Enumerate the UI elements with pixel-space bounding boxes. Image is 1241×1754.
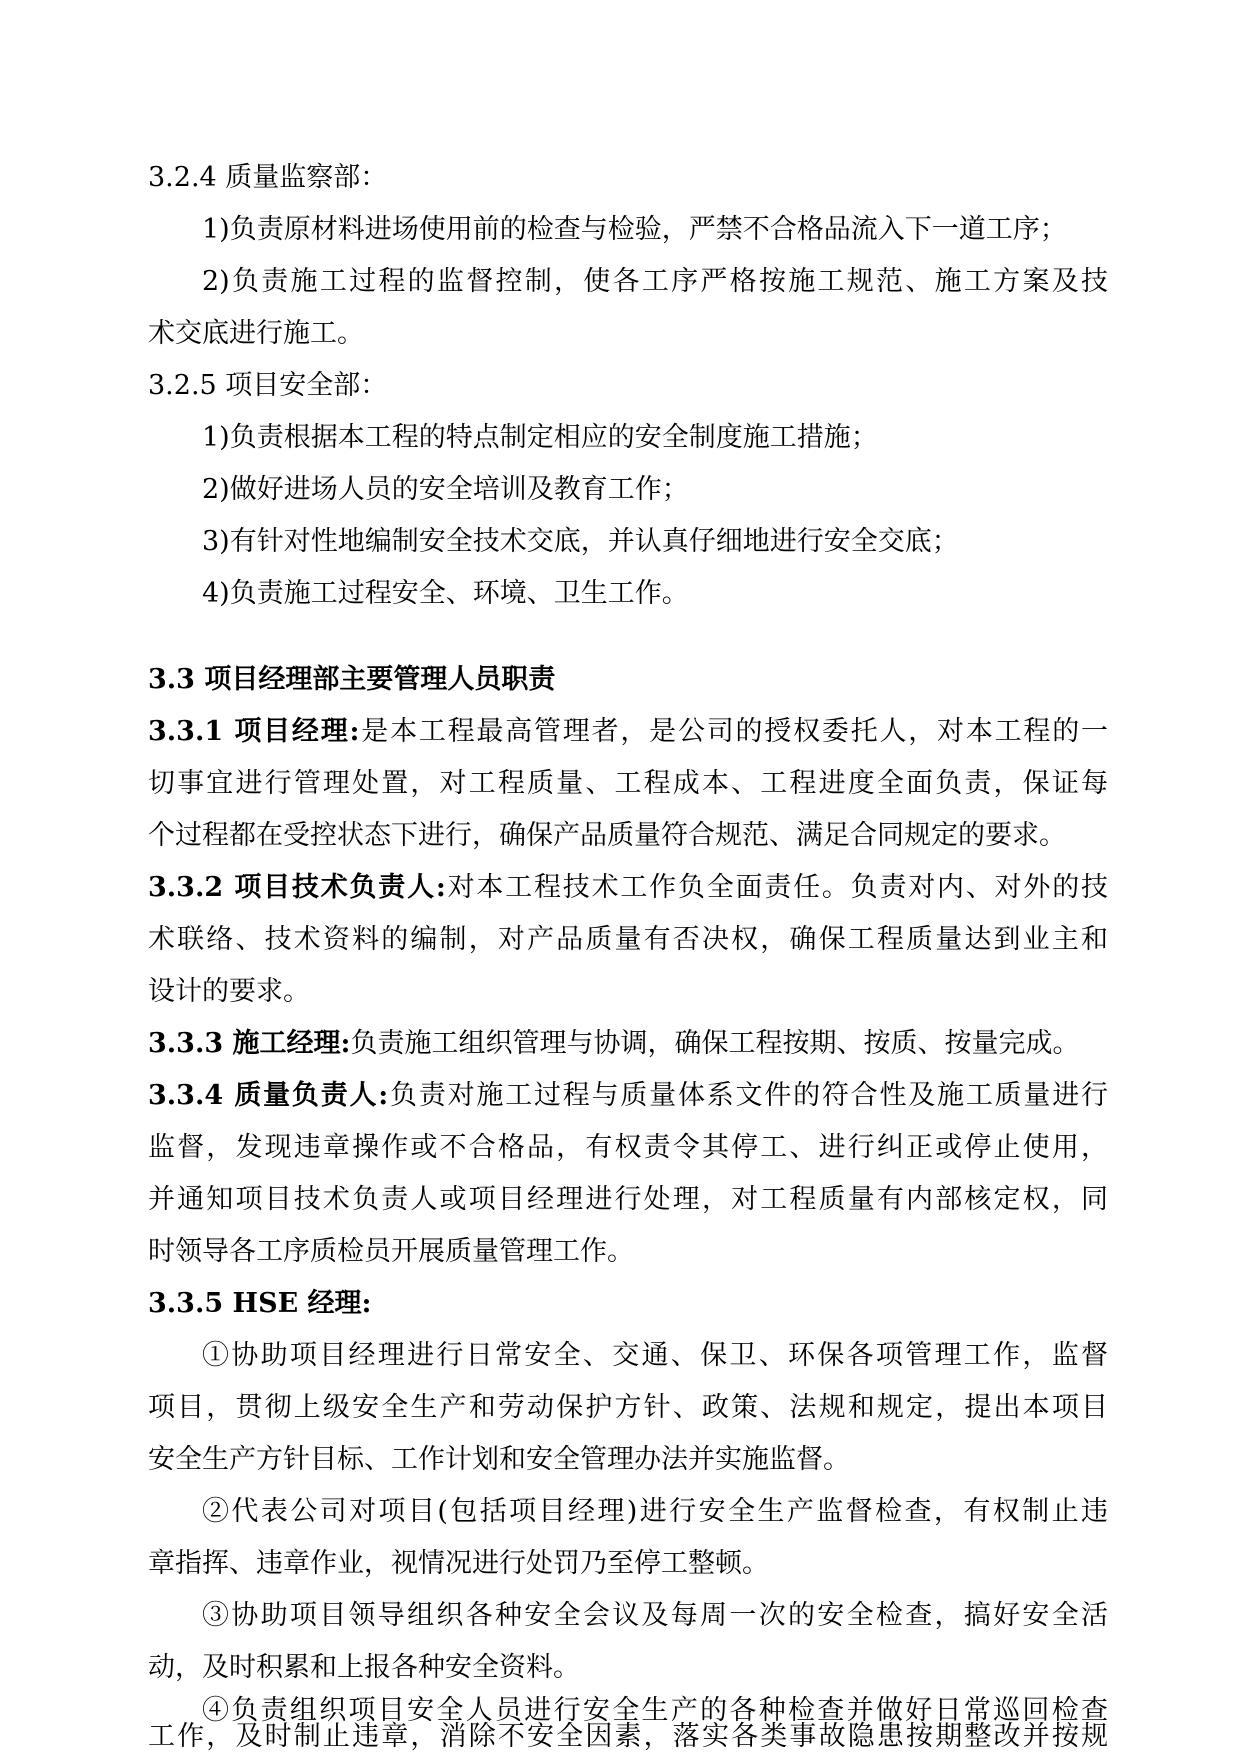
list-item: 4)负责施工过程安全、环境、卫生工作。 — [202, 578, 689, 609]
list-item-continuation: 章指挥、违章作业，视情况进行处罚乃至停工整顿。 — [148, 1548, 769, 1579]
list-item: ③协助项目领导组织各种安全会议及每周一次的安全检查，搞好安全活 — [202, 1600, 1108, 1631]
paragraph-text: 对本工程技术工作负全面责任。负责对内、对外的技 — [445, 872, 1108, 903]
list-item: 1)负责原材料进场使用前的检查与检验，严禁不合格品流入下一道工序； — [202, 214, 1067, 245]
list-item: 2)负责施工过程的监督控制，使各工序严格按施工规范、施工方案及技 — [202, 266, 1108, 297]
paragraph-3-3-4 — [148, 1076, 1108, 1116]
list-item-continuation: 项目，贯彻上级安全生产和劳动保护方针、政策、法规和规定，提出本项目 — [148, 1392, 1108, 1423]
paragraph-lead: 3.3.3 施工经理: — [148, 1028, 351, 1059]
list-item: ④负责组织项目安全人员进行安全生产的各种检查并做好日常巡回检查 — [202, 1695, 1108, 1726]
list-item: ②代表公司对项目(包括项目经理)进行安全生产监督检查，有权制止违 — [202, 1496, 1108, 1527]
paragraph-3-3-2 — [148, 868, 1108, 908]
list-item: 2)做好进场人员的安全培训及教育工作； — [202, 474, 689, 505]
paragraph-text: 负责对施工过程与质量体系文件的符合性及施工质量进行 — [388, 1080, 1108, 1111]
section-heading-3-3: 3.3 项目经理部主要管理人员职责 — [148, 664, 556, 695]
list-item-continuation: 动，及时积累和上报各种安全资料。 — [148, 1652, 580, 1683]
list-item-continuation: 安全生产方针目标、工作计划和安全管理办法并实施监督。 — [148, 1444, 850, 1475]
paragraph-line: 并通知项目技术负责人或项目经理进行处理，对工程质量有内部核定权，同 — [148, 1184, 1108, 1215]
section-heading-3-2-5: 3.2.5 项目安全部： — [148, 370, 388, 401]
section-heading-3-2-4: 3.2.4 质量监察部： — [148, 162, 388, 193]
paragraph-line: 个过程都在受控状态下进行，确保产品质量符合规范、满足合同规定的要求。 — [148, 820, 1066, 851]
list-item: ①协助项目经理进行日常安全、交通、保卫、环保各项管理工作，监督 — [202, 1340, 1108, 1371]
paragraph-line: 设计的要求。 — [148, 976, 310, 1007]
paragraph-3-3-1 — [148, 712, 1108, 752]
paragraph-text: 负责施工组织管理与协调，确保工程按期、按质、按量完成。 — [350, 1028, 1080, 1059]
paragraph-lead: 3.3.1 项目经理: — [148, 716, 360, 747]
paragraph-3-3-3 — [148, 1024, 1108, 1064]
paragraph-line: 时领导各工序质检员开展质量管理工作。 — [148, 1236, 634, 1267]
paragraph-line: 切事宜进行管理处置，对工程质量、工程成本、工程进度全面负责，保证每 — [148, 768, 1108, 799]
list-item: 1)负责根据本工程的特点制定相应的安全制度施工措施； — [202, 422, 878, 453]
paragraph-line: 监督，发现违章操作或不合格品，有权责令其停工、进行纠正或停止使用， — [148, 1132, 1108, 1163]
list-item-continuation: 术交底进行施工。 — [148, 318, 364, 349]
list-item: 3)有针对性地编制安全技术交底，并认真仔细地进行安全交底； — [202, 526, 959, 557]
paragraph-lead: 3.3.2 项目技术负责人: — [148, 872, 446, 903]
paragraph-text: 是本工程最高管理者，是公司的授权委托人，对本工程的一 — [359, 716, 1109, 747]
paragraph-lead: 3.3.4 质量负责人: — [148, 1080, 389, 1111]
list-item-continuation: 工作，及时制止违章，消除不安全因素，落实各类事故隐患按期整改并按规 — [148, 1721, 1108, 1752]
paragraph-3-3-5-heading: 3.3.5 HSE 经理: — [148, 1288, 372, 1319]
paragraph-line: 术联络、技术资料的编制，对产品质量有否决权，确保工程质量达到业主和 — [148, 924, 1108, 955]
